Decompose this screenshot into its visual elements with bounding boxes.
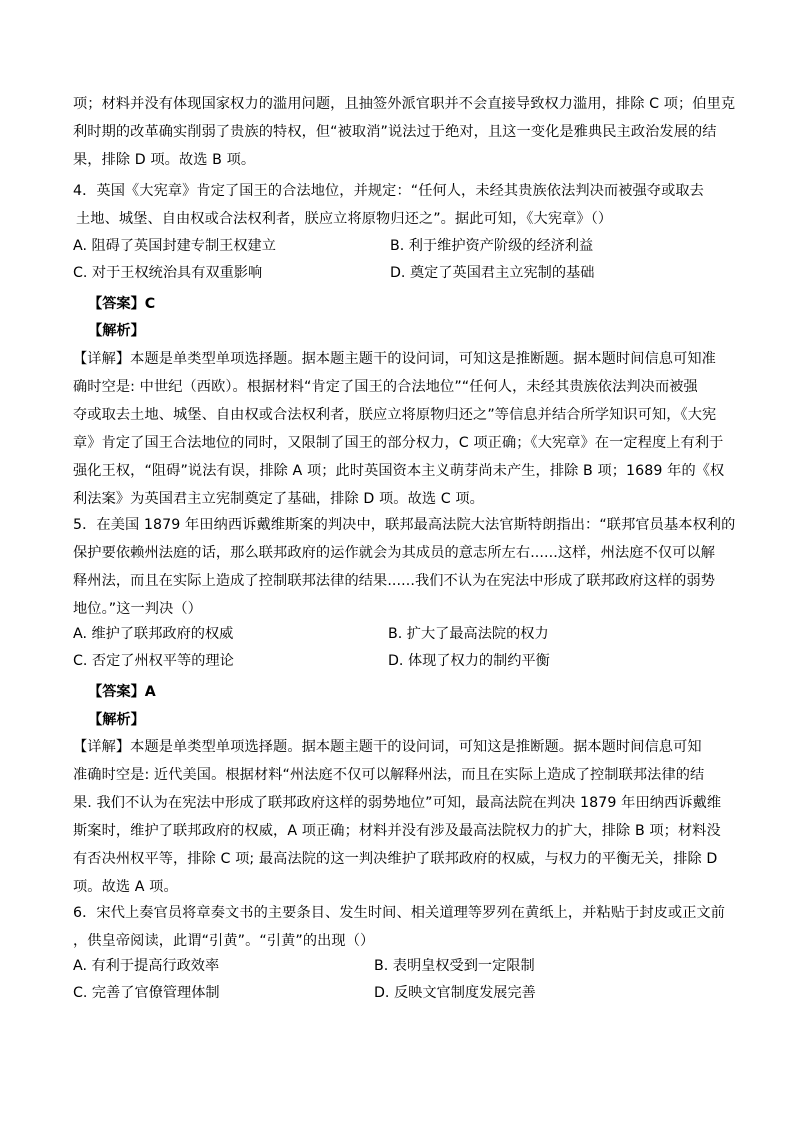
question-4-option-b: B. 利于维护资产阶级的经济利益 [390, 238, 594, 254]
question-5-stem: 保护要依赖州法庭的话，那么联邦政府的运作就会为其成员的意志所左右......这样，州法庭不仅可以解 [73, 545, 716, 561]
text-line: 果，排除 D 项。故选 B 项。 [73, 152, 256, 168]
question-4-stem: 土地、城堡、自由权或合法权利者，朕应立将原物归还之”。据此可知，《大宪章》（） [76, 211, 613, 227]
text-line: 项；材料并没有体现国家权力的滥用问题，且抽签外派官职并不会直接导致权力滥用，排除 C 项；伯里克 [73, 96, 736, 112]
question-6-option-b: B. 表明皇权受到一定限制 [374, 958, 535, 974]
question-6-stem: ，供皇帝阅读，此谓“引黄”。“引黄”的出现（） [73, 933, 375, 949]
question-4-option-c: C. 对于王权统治具有双重影响 [73, 265, 263, 281]
question-5-option-d: D. 体现了权力的制约平衡 [388, 653, 550, 669]
question-4-detail: 强化王权，“阻碍”说法有误，排除 A 项；此时英国资本主义萌芽尚未产生，排除 B 项；1689 年的《权 [73, 463, 725, 479]
question-5-option-b: B. 扩大了最高法院的权力 [388, 626, 549, 642]
question-5-detail: 有否决州权平等，排除 C 项; 最高法院的这一判决维护了联邦政府的权威，与权力的平衡无关，排除 D [73, 851, 718, 867]
question-4-answer: 【答案】C [88, 296, 156, 312]
question-5-detail: 果. 我们不认为在宪法中形成了联邦政府这样的弱势地位”可知，最高法院在判决 1879 年田纳西诉戴维 [73, 795, 722, 811]
question-4-option-a: A. 阻碍了英国封建专制王权建立 [73, 238, 276, 254]
question-5-option-a: A. 维护了联邦政府的权威 [73, 626, 234, 642]
question-5-stem: 释州法，而且在实际上造成了控制联邦法律的结果......我们不认为在宪法中形成了联邦政府这样的弱势 [73, 573, 716, 589]
question-5-detail: 项。故选 A 项。 [73, 879, 178, 895]
question-5-stem: 5．在美国 1879 年田纳西诉戴维斯案的判决中，联邦最高法院大法官斯特朗指出：“联邦官员基本权利的 [73, 517, 736, 533]
question-6-option-c: C. 完善了官僚管理体制 [73, 985, 220, 1001]
question-4-detail: 利法案》为英国君主立宪制奠定了基础，排除 D 项。故选 C 项。 [73, 491, 484, 507]
question-5-analysis-label: 【解析】 [88, 712, 145, 728]
question-6-option-d: D. 反映文官制度发展完善 [374, 985, 536, 1001]
question-4-detail: 【详解】本题是单类型单项选择题。据本题主题干的设问词，可知这是推断题。据本题时间信息可知准 [73, 351, 716, 367]
question-5-detail: 【详解】本题是单类型单项选择题。据本题主题干的设问词，可知这是推断题。据本题时间信息可知 [73, 739, 702, 755]
question-4-detail: 确时空是: 中世纪（西欧）。根据材料“肯定了国王的合法地位”“任何人，未经其贵族依法判决而被强 [73, 379, 698, 395]
question-5-detail: 斯案时，维护了联邦政府的权威，A 项正确；材料并没有涉及最高法院权力的扩大，排除 B 项；材料没 [73, 823, 721, 839]
question-4-analysis-label: 【解析】 [88, 323, 145, 339]
question-5-answer: 【答案】A [88, 684, 156, 700]
question-4-detail: 章》肯定了国王合法地位的同时，又限制了国王的部分权力，C 项正确；《大宪章》在一定程度上有利于 [73, 435, 724, 451]
question-5-stem: 地位。”这一判决（） [73, 601, 202, 617]
question-4-option-d: D. 奠定了英国君主立宪制的基础 [390, 265, 595, 281]
question-6-stem: 6．宋代上奏官员将章奏文书的主要条目、发生时间、相关道理等罗列在黄纸上，并粘贴于封皮或正文前 [73, 905, 726, 921]
question-5-detail: 准确时空是: 近代美国。根据材料“州法庭不仅可以解释州法，而且在实际上造成了控制联邦法律的结 [73, 767, 705, 783]
question-5-option-c: C. 否定了州权平等的理论 [73, 653, 234, 669]
question-4-stem: 4．英国《大宪章》肯定了国王的合法地位，并规定：“任何人，未经其贵族依法判决而被强夺或取去 [73, 183, 704, 199]
question-6-option-a: A. 有利于提高行政效率 [73, 958, 220, 974]
text-line: 利时期的改革确实削弱了贵族的特权，但“被取消”说法过于绝对，且这一变化是雅典民主政治发展的结 [73, 124, 717, 140]
question-4-detail: 夺或取去土地、城堡、自由权或合法权利者，朕应立将原物归还之”等信息并结合所学知识可知，《大宪 [73, 407, 717, 423]
